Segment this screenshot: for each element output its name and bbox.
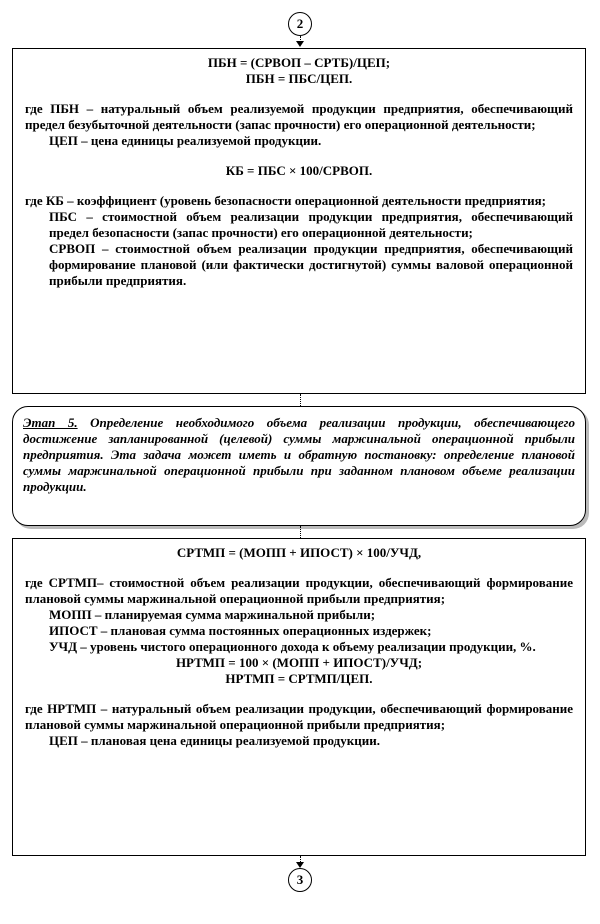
connector-bottom: 3 <box>288 868 312 892</box>
formula-kb: КБ = ПБС × 100/СРВОП. <box>225 163 373 178</box>
connector-line-2 <box>300 526 301 538</box>
formula-nrtmp-2: НРТМП = СРТМП/ЦЕП. <box>225 671 373 686</box>
definition-srtmp: где СРТМП– стоимостной объем реализации продукции, обеспечивающий формирование плановой суммы маржинальной операционной прибыли предприятия; <box>25 575 573 606</box>
formula-pbn-1: ПБН = (СРВОП – СРТБ)/ЦЕП; <box>207 55 391 70</box>
definition-ipost: ИПОСТ – плановая сумма постоянных операционных издержек; <box>49 623 432 638</box>
stage-5-block <box>12 406 586 526</box>
definition-cep: ЦЕП – цена единицы реализуемой продукции. <box>49 133 322 148</box>
stage-text: Определение необходимого объема реализации продукции, обеспечивающего достижение запланированной (целевой) суммы маржинальной операционной прибыли предприятия. Эта задача может иметь и обратную постановку: определение плановой суммы маржинальной операционной прибыли при заданном плановом объеме реализации продукции. <box>23 415 575 494</box>
formula-nrtmp-1: НРТМП = 100 × (МОПП + ИПОСТ)/УЧД; <box>175 655 423 670</box>
definition-cep-2: ЦЕП – плановая цена единицы реализуемой продукции. <box>49 733 380 748</box>
definition-pbs: ПБС – стоимостной объем реализации продукции предприятия, обеспечивающий предел безопасности (запас прочности) его операционной деятельности; <box>49 209 573 240</box>
definition-pbn: где ПБН – натуральный объем реализуемой продукции предприятия, обеспечивающий предел безубыточной деятельности (запас прочности) его операционной деятельности; <box>25 101 573 132</box>
definition-nrtmp: где НРТМП – натуральный объем реализации продукции, обеспечивающий формирование плановой суммы маржинальной операционной прибыли предприятия; <box>25 701 573 732</box>
formula-pbn-2: ПБН = ПБС/ЦЕП. <box>245 71 353 86</box>
formula-block-1 <box>12 48 586 394</box>
definition-srvop: СРВОП – стоимостной объем реализации продукции предприятия, обеспечивающий формирование плановой (или фактически достигнутой) суммы валовой операционной прибыли предприятия. <box>49 241 573 288</box>
formula-block-2 <box>12 538 586 856</box>
arrow-down-icon <box>296 41 304 47</box>
connector-line-1 <box>300 394 301 406</box>
stage-label: Этап 5. <box>23 415 78 430</box>
definition-mopp: МОПП – планируемая сумма маржинальной прибыли; <box>49 607 376 622</box>
definition-kb: где КБ – коэффициент (уровень безопасности операционной деятельности предприятия; <box>25 193 546 208</box>
connector-top: 2 <box>288 12 312 36</box>
formula-srtmp: СРТМП = (МОПП + ИПОСТ) × 100/УЧД, <box>176 545 422 560</box>
definition-uchd: УЧД – уровень чистого операционного дохода к объему реализации продукции, %. <box>49 639 536 654</box>
